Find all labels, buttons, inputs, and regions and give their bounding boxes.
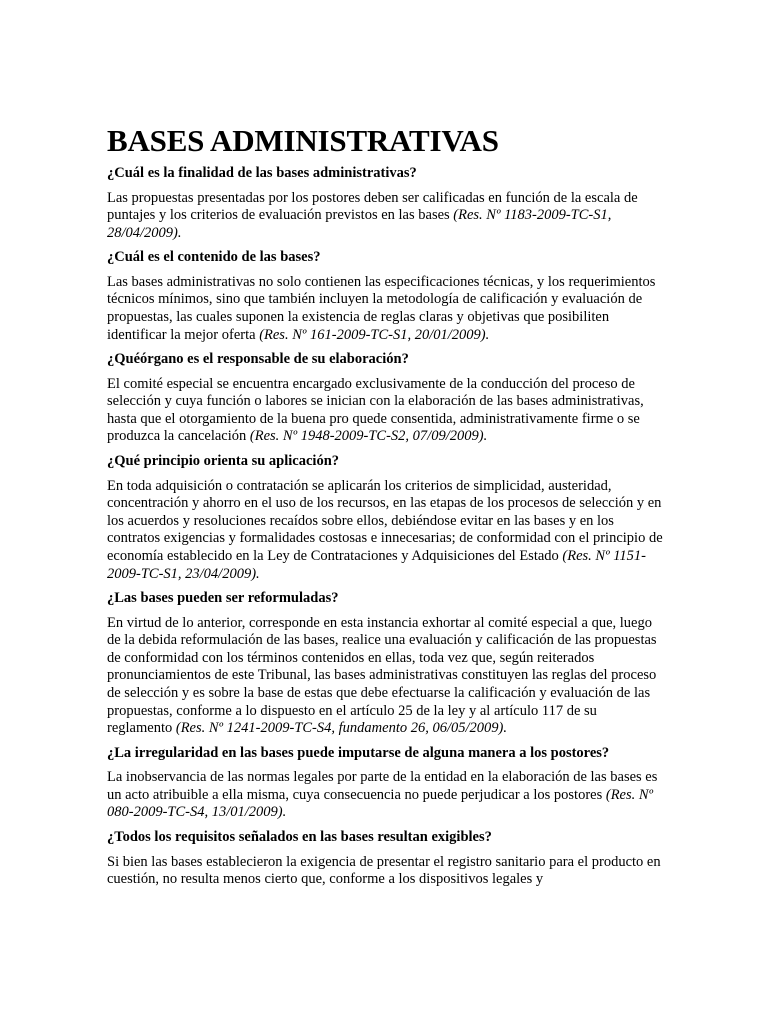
answer-text: Si bien las bases establecieron la exigencia de presentar el registro sanitario para el producto en cuestión, no resulta menos cierto que, conforme a los dispositivos legales y [107,853,661,888]
section-answer [107,376,663,446]
page-title: BASES ADMINISTRATIVAS [107,123,499,158]
section-question: ¿La irregularidad en las bases puede imputarse de alguna manera a los postores? [107,744,610,761]
answer-citation: (Res. Nº 1183-2009-TC-S1, 28/04/2009). [107,207,612,241]
answer-text: Las bases administrativas no solo contienen las especificaciones técnicas, y los requerimientos técnicos mínimos, sino que también incluyen la metodología de calificación y evaluación de propuestas, las cuales suponen la existencia de reglas claras y objetivas que posibiliten identificar la mejor oferta [107,273,656,343]
section-question: ¿Las bases pueden ser reformuladas? [107,590,339,607]
section-answer [107,615,663,738]
section-answer [107,190,663,243]
section-answer [107,854,663,889]
section-answer [107,769,663,822]
answer-text: En toda adquisición o contratación se aplicarán los criterios de simplicidad, austeridad, concentración y ahorro en el uso de los recursos, en las etapas de los procesos de selección y en los acuerdos y resoluciones recaídos sobre ellos, debiéndose evitar en las bases y en los contratos exigencias y formalidades costosas e innecesarias; de conformidad con el principio de economía establecido en la Ley de Contrataciones y Adquisiciones del Estado [107,477,663,564]
answer-text: En virtud de lo anterior, corresponde en esta instancia exhortar al comité especial a que, luego de la debida reformulación de las bases, realice una evaluación y calificación de las propuestas de conformidad con los términos contenidos en ellas, toda vez que, según reiterados pronunciamientos de este Tribunal, las bases administrativas constituyen las reglas del proceso de selección y es sobre la base de estas que debe efectuarse la calificación y evaluación de las propuestas, conforme a lo dispuesto en el artículo 25 de la ley y al artículo 117 de su reglamento [107,614,657,737]
answer-citation: (Res. Nº 161-2009-TC-S1, 20/01/2009). [259,326,490,343]
answer-citation: (Res. Nº 1151-2009-TC-S1, 23/04/2009). [107,547,646,582]
section-question: ¿Qué principio orienta su aplicación? [107,453,340,470]
answer-text: La inobservancia de las normas legales por parte de la entidad en la elaboración de las bases es un acto atribuible a ella misma, cuya consecuencia no puede perjudicar a los postores [107,769,658,803]
section-question: ¿Todos los requisitos señalados en las bases resultan exigibles? [107,829,492,846]
section-question: ¿Cuál es la finalidad de las bases administrativas? [107,165,417,181]
answer-citation: (Res. Nº 1948-2009-TC-S2, 07/09/2009). [249,428,488,445]
section-question: ¿Cuál es el contenido de las bases? [107,249,321,266]
answer-text: Las propuestas presentadas por los postores deben ser calificadas en función de la escala de puntajes y los criterios de evaluación previstos en las bases [107,189,638,224]
section-answer [107,478,663,584]
section-question: ¿Quéórgano es el responsable de su elaboración? [107,351,409,368]
answer-citation: (Res. Nº 080-2009-TC-S4, 13/01/2009). [107,786,654,821]
answer-text: El comité especial se encuentra encargado exclusivamente de la conducción del proceso de selección y cuya función o labores se inician con la elaboración de las bases administrativas, hasta que el otorgamiento de la buena pro quede consentida, administrativamente firme o se produzca la cancelación [107,375,644,445]
document-body [107,121,663,896]
section-answer [107,274,663,344]
answer-citation: (Res. Nº 1241-2009-TC-S4, fundamento 26, 06/05/2009). [175,720,507,737]
